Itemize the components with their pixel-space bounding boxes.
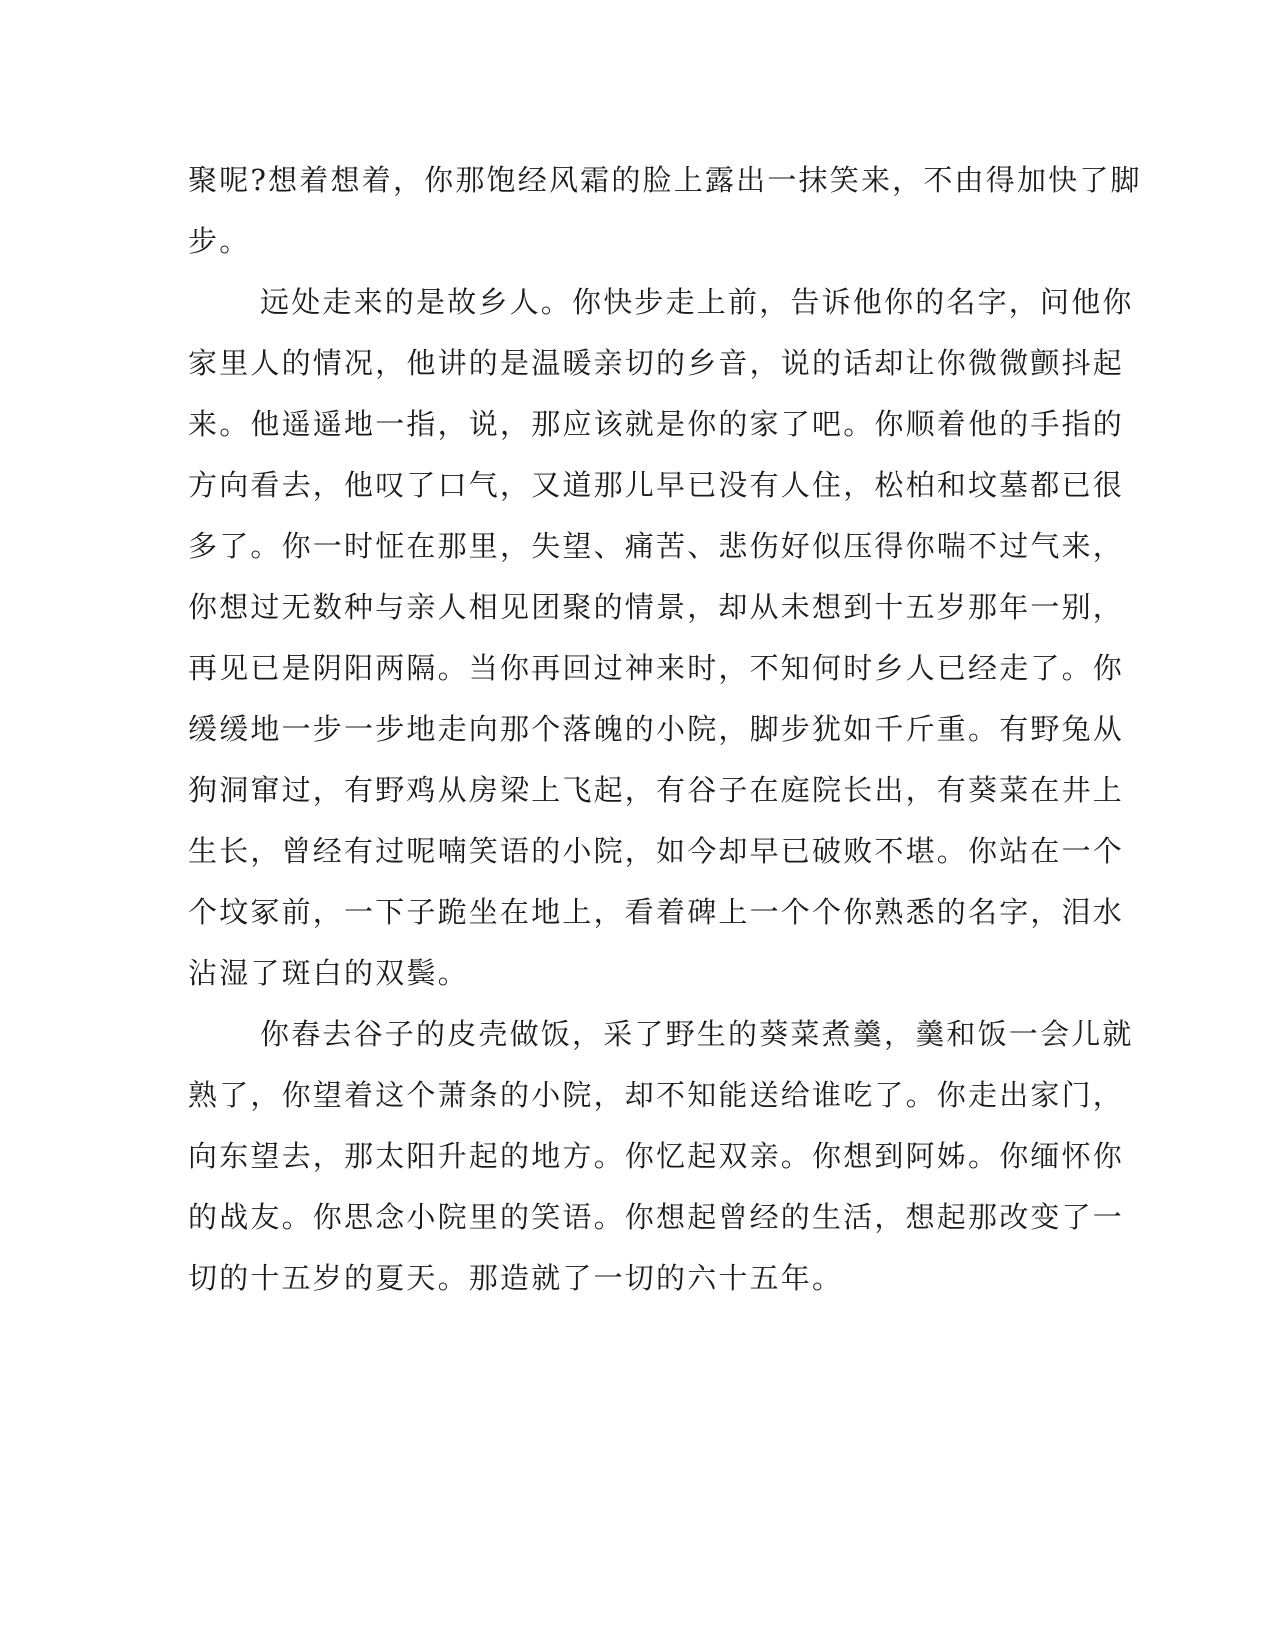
document-body bbox=[188, 158, 1142, 1317]
paragraph-2-line-8: 缓缓地一步一步地走向那个落魄的小院，脚步犹如千斤重。有野兔从 bbox=[188, 712, 1125, 746]
paragraph-3-line-1: 你舂去谷子的皮壳做饭，采了野生的葵菜煮羹，羹和饭一会儿就 bbox=[260, 1017, 1134, 1051]
paragraph-3-line-4: 的战友。你思念小院里的笑语。你想起曾经的生活，想起那改变了一 bbox=[188, 1200, 1125, 1234]
paragraph-2-line-6: 你想过无数种与亲人相见团聚的情景，却从未想到十五岁那年一别， bbox=[188, 590, 1125, 624]
paragraph-2-line-4: 方向看去，他叹了口气，又道那儿早已没有人住，松柏和坟墓都已很 bbox=[188, 468, 1125, 502]
paragraph-1-line-1: 聚呢?想着想着，你那饱经风霜的脸上露出一抹笑来，不由得加快了脚 bbox=[188, 163, 1142, 197]
paragraph-2-line-3: 来。他遥遥地一指，说，那应该就是你的家了吧。你顺着他的手指的 bbox=[188, 407, 1125, 441]
paragraph-2-line-7: 再见已是阴阳两隔。当你再回过神来时，不知何时乡人已经走了。你 bbox=[188, 651, 1125, 685]
paragraph-2-line-10: 生长，曾经有过呢喃笑语的小院，如今却早已破败不堪。你站在一个 bbox=[188, 834, 1125, 868]
paragraph-2-line-11: 个坟冢前，一下子跪坐在地上，看着碑上一个个你熟悉的名字，泪水 bbox=[188, 895, 1125, 929]
paragraph-2-line-2: 家里人的情况，他讲的是温暖亲切的乡音，说的话却让你微微颤抖起 bbox=[188, 346, 1125, 380]
paragraph-2-line-12: 沾湿了斑白的双鬓。 bbox=[188, 956, 469, 990]
paragraph-2-line-9: 狗洞窜过，有野鸡从房梁上飞起，有谷子在庭院长出，有葵菜在井上 bbox=[188, 773, 1125, 807]
paragraph-3-line-2: 熟了，你望着这个萧条的小院，却不知能送给谁吃了。你走出家门， bbox=[188, 1078, 1125, 1112]
paragraph-3-line-5: 切的十五岁的夏天。那造就了一切的六十五年。 bbox=[188, 1261, 844, 1295]
paragraph-1-line-2: 步。 bbox=[188, 224, 251, 258]
paragraph-2-line-1: 远处走来的是故乡人。你快步走上前，告诉他你的名字，问他你 bbox=[260, 285, 1134, 319]
paragraph-3-line-3: 向东望去，那太阳升起的地方。你忆起双亲。你想到阿姊。你缅怀你 bbox=[188, 1139, 1125, 1173]
paragraph-2-line-5: 多了。你一时怔在那里，失望、痛苦、悲伤好似压得你喘不过气来， bbox=[188, 529, 1125, 563]
